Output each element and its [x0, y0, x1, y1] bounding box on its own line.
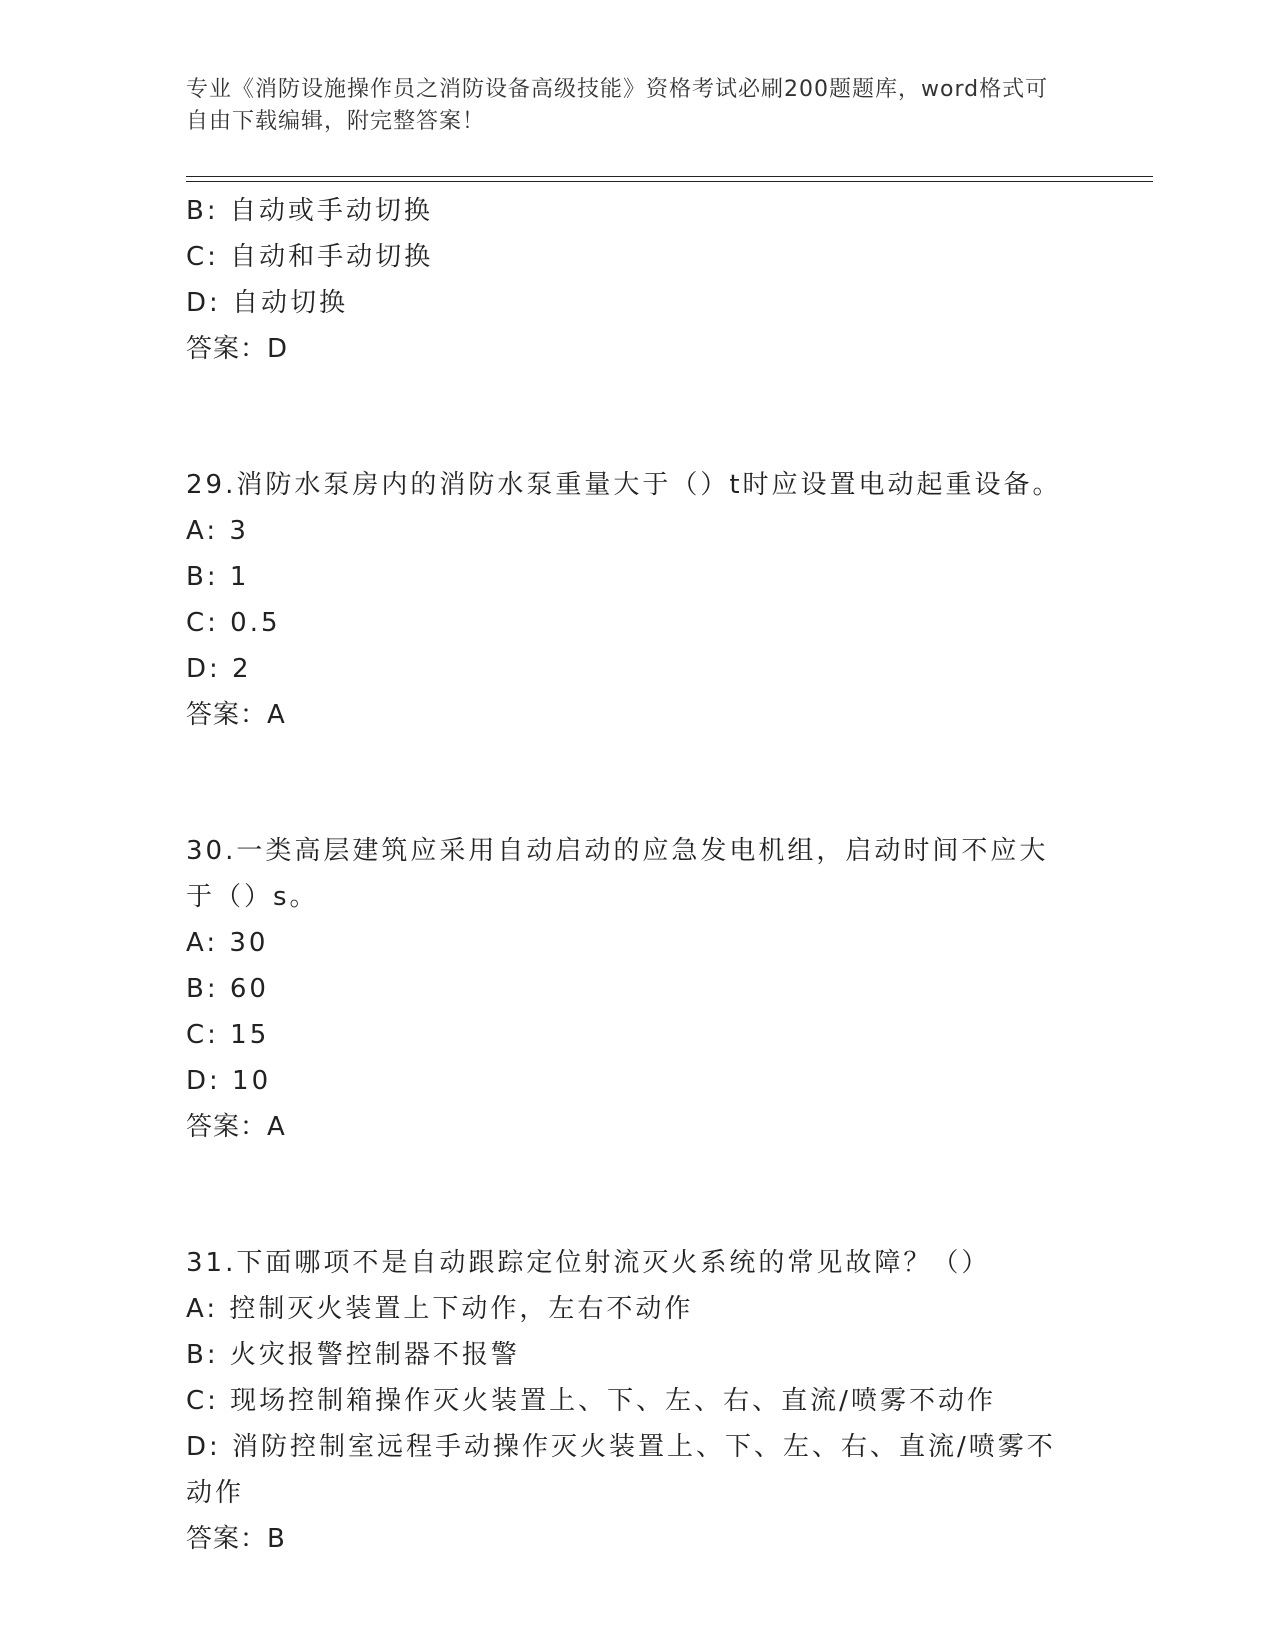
header-divider-bottom: [186, 181, 1153, 182]
option-d: D: 10: [186, 1066, 272, 1096]
header-divider-top: [186, 176, 1153, 177]
answer: 答案：D: [186, 334, 289, 364]
option-b: B: 自动或手动切换: [186, 196, 433, 226]
option-a: A: 3: [186, 516, 249, 546]
answer: 答案：A: [186, 1112, 286, 1142]
spacer: [186, 738, 1076, 828]
question-stem: 29.消防水泵房内的消防水泵重量大于（）t时应设置电动起重设备。: [186, 470, 1062, 500]
question-content: [186, 188, 1076, 1562]
option-a: A: 控制灭火装置上下动作，左右不动作: [186, 1294, 694, 1324]
document-header: 专业《消防设施操作员之消防设备高级技能》资格考试必刷200题题库，word格式可自由下载编辑，附完整答案！: [186, 77, 1049, 134]
option-b: B: 60: [186, 974, 269, 1004]
option-b: B: 火灾报警控制器不报警: [186, 1340, 520, 1370]
answer: 答案：B: [186, 1524, 286, 1554]
option-c: C: 自动和手动切换: [186, 242, 434, 272]
option-c: C: 现场控制箱操作灭火装置上、下、左、右、直流/喷雾不动作: [186, 1386, 996, 1416]
option-d: D: 自动切换: [186, 288, 349, 318]
question-30: [186, 828, 1076, 1150]
question-29: [186, 462, 1076, 738]
answer: 答案：A: [186, 700, 286, 730]
option-d: D: 消防控制室远程手动操作灭火装置上、下、左、右、直流/喷雾不动作: [186, 1432, 1056, 1508]
option-c: C: 0.5: [186, 608, 281, 638]
option-c: C: 15: [186, 1020, 270, 1050]
spacer: [186, 1150, 1076, 1240]
question-stem: 31.下面哪项不是自动跟踪定位射流灭火系统的常见故障？（）: [186, 1248, 991, 1278]
option-a: A: 30: [186, 928, 269, 958]
question-31: [186, 1240, 1076, 1562]
option-b: B: 1: [186, 562, 250, 592]
question-stem: 30.一类高层建筑应采用自动启动的应急发电机组，启动时间不应大于（）s。: [186, 836, 1049, 912]
option-d: D: 2: [186, 654, 252, 684]
prev-question: [186, 188, 1076, 372]
spacer: [186, 372, 1076, 462]
